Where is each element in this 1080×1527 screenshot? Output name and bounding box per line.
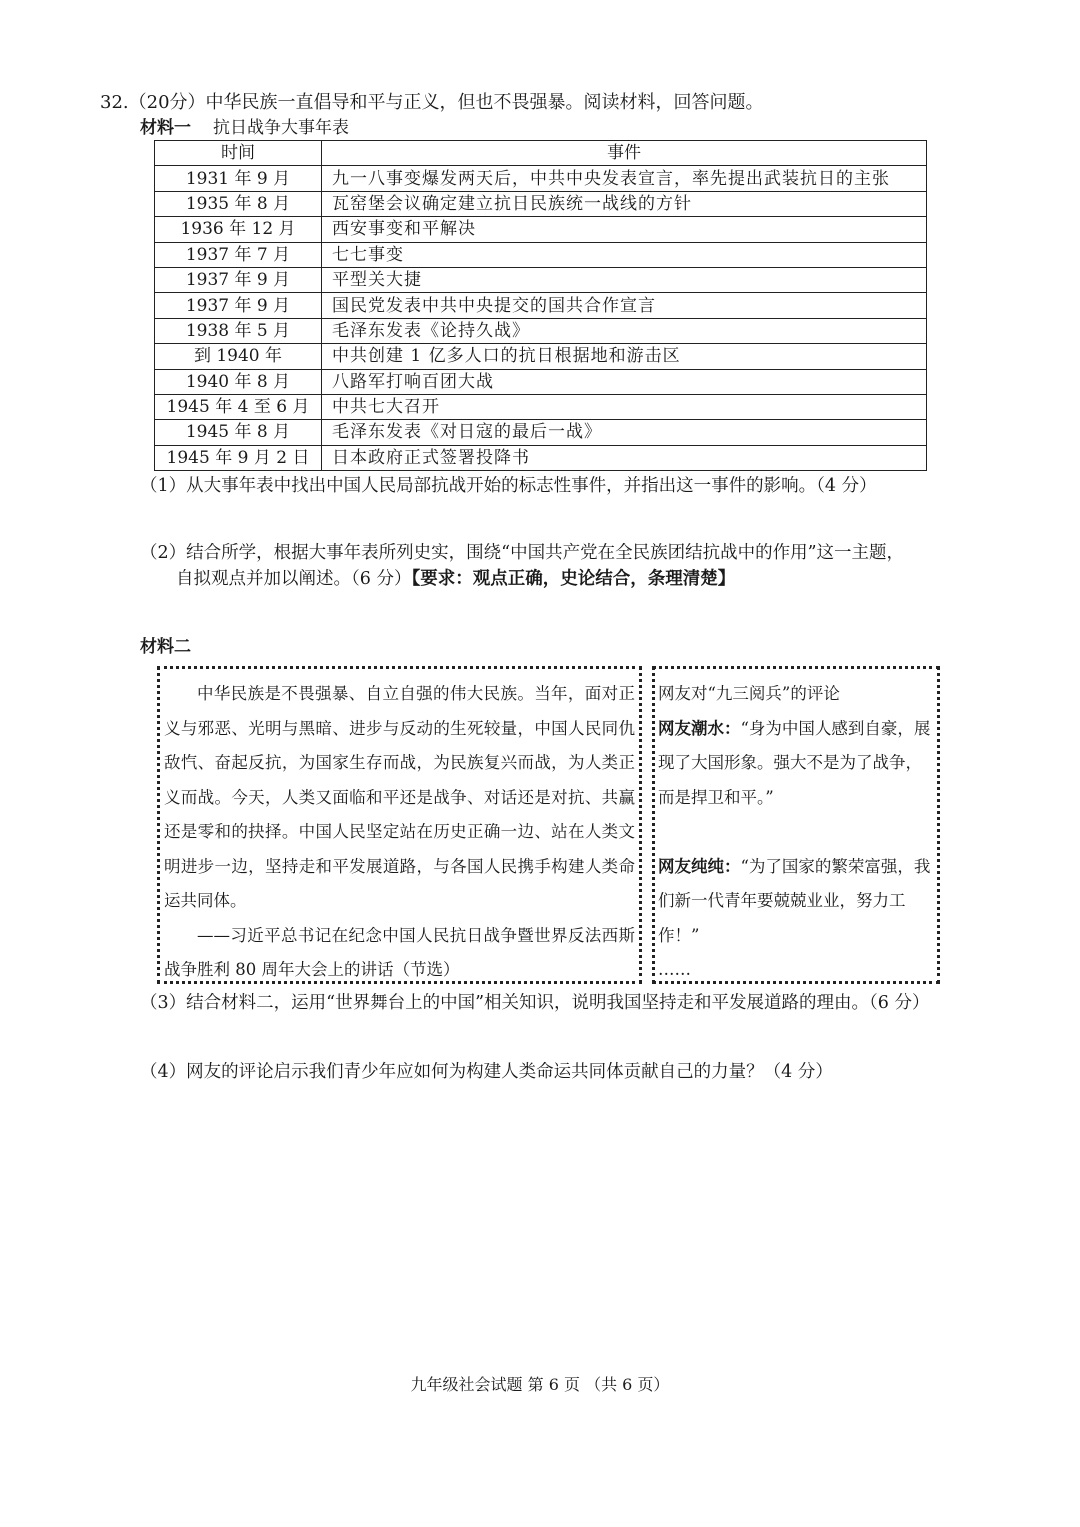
table-row — [155, 191, 927, 216]
event-cell: 毛泽东发表《论持久战》 — [322, 318, 927, 343]
speech-excerpt-box — [157, 666, 642, 984]
netizen-comments-box — [652, 666, 940, 984]
material2-label: 材料二 — [140, 637, 191, 657]
event-cell: 七七事变 — [322, 242, 927, 267]
event-cell: 毛泽东发表《对日寇的最后一战》 — [322, 420, 927, 445]
table-header-row — [155, 141, 927, 166]
column-header-time: 时间 — [155, 141, 322, 166]
comment-spacer — [658, 815, 935, 850]
table-row — [155, 318, 927, 343]
table-row — [155, 166, 927, 191]
table-row — [155, 293, 927, 318]
time-cell: 1945 年 8 月 — [155, 420, 322, 445]
time-cell: 1936 年 12 月 — [155, 217, 322, 242]
sub-question-2-requirement: 【要求：观点正确，史论结合，条理清楚】 — [411, 569, 736, 589]
table-row — [155, 394, 927, 419]
event-cell: 中共七大召开 — [322, 394, 927, 419]
event-cell: 西安事变和平解决 — [322, 217, 927, 242]
event-cell: 中共创建 1 亿多人口的抗日根据地和游击区 — [322, 344, 927, 369]
event-cell: 日本政府正式签署投降书 — [322, 445, 927, 470]
events-table — [154, 140, 927, 471]
time-cell: 到 1940 年 — [155, 344, 322, 369]
speech-source: ——习近平总书记在纪念中国人民抗日战争暨世界反法西斯战争胜利 80 周年大会上的讲话（节选） — [164, 925, 635, 979]
time-cell: 1940 年 8 月 — [155, 369, 322, 394]
event-cell: 平型关大捷 — [322, 267, 927, 292]
time-cell: 1935 年 8 月 — [155, 191, 322, 216]
page-footer: 九年级社会试题 第 6 页 （共 6 页） — [410, 1375, 670, 1394]
question-header: 32.（20分）中华民族一直倡导和平与正义，但也不畏强暴。阅读材料，回答问题。 — [100, 92, 764, 113]
column-header-event: 事件 — [322, 141, 927, 166]
comment-text: “身为中国人感到自豪，展现了大国形象。强大不是为了战争，而是捍卫和平。” — [658, 718, 931, 807]
time-cell: 1937 年 9 月 — [155, 267, 322, 292]
event-cell: 八路军打响百团大战 — [322, 369, 927, 394]
time-cell: 1945 年 4 至 6 月 — [155, 394, 322, 419]
comment-item — [658, 850, 935, 954]
table-row — [155, 344, 927, 369]
time-cell: 1931 年 9 月 — [155, 166, 322, 191]
sub-question-3: （3）结合材料二，运用“世界舞台上的中国”相关知识，说明我国坚持走和平发展道路的理由。（6 分） — [140, 993, 930, 1013]
comments-ellipsis: …… — [658, 960, 691, 979]
event-cell: 九一八事变爆发两天后，中共中央发表宣言，率先提出武装抗日的主张 — [322, 166, 927, 191]
material1-title — [140, 116, 349, 140]
table-row — [155, 369, 927, 394]
material1-caption: 抗日战争大事年表 — [213, 118, 349, 138]
comments-title: 网友对“九三阅兵”的评论 — [658, 684, 840, 703]
sub-question-2-text: 自拟观点并加以阐述。（6 分） — [176, 569, 412, 589]
table-row — [155, 445, 927, 470]
event-cell: 瓦窑堡会议确定建立抗日民族统一战线的方针 — [322, 191, 927, 216]
sub-question-4: （4）网友的评论启示我们青少年应如何为构建人类命运共同体贡献自己的力量？（4 分） — [140, 1062, 833, 1082]
sub-question-2 — [140, 540, 904, 592]
time-cell: 1937 年 9 月 — [155, 293, 322, 318]
speech-text: 中华民族是不畏强暴、自立自强的伟大民族。当年，面对正义与邪恶、光明与黑暗、进步与反动的生死较量，中国人民同仇敌忾、奋起反抗，为国家生存而战，为民族复兴而战，为人类正义而战。今天，人类又面临和平还是战争、对话还是对抗、共赢还是零和的抉择。中国人民坚定站在历史正确一边、站在人类文明进步一边，坚持走和平发展道路，与各国人民携手构建人类命运共同体。 — [164, 684, 635, 910]
comment-author: 网友纯纯： — [658, 856, 741, 876]
sub-question-2-line1: （2）结合所学，根据大事年表所列史实，围绕“中国共产党在全民族团结抗战中的作用”这一主题， — [140, 543, 905, 563]
sub-question-1: （1）从大事年表中找出中国人民局部抗战开始的标志性事件，并指出这一事件的影响。（4 分） — [140, 476, 877, 496]
table-row — [155, 420, 927, 445]
table-row — [155, 217, 927, 242]
comment-author: 网友潮水： — [658, 718, 741, 738]
time-cell: 1938 年 5 月 — [155, 318, 322, 343]
comment-text: “为了国家的繁荣富强，我们新一代青年要兢兢业业，努力工作！” — [658, 856, 931, 945]
table-row — [155, 242, 927, 267]
event-cell: 国民党发表中共中央提交的国共合作宣言 — [322, 293, 927, 318]
table-row — [155, 267, 927, 292]
time-cell: 1937 年 7 月 — [155, 242, 322, 267]
time-cell: 1945 年 9 月 2 日 — [155, 445, 322, 470]
material1-label: 材料一 — [140, 118, 191, 138]
sub-question-2-line2 — [140, 566, 904, 592]
comment-item — [658, 712, 935, 816]
